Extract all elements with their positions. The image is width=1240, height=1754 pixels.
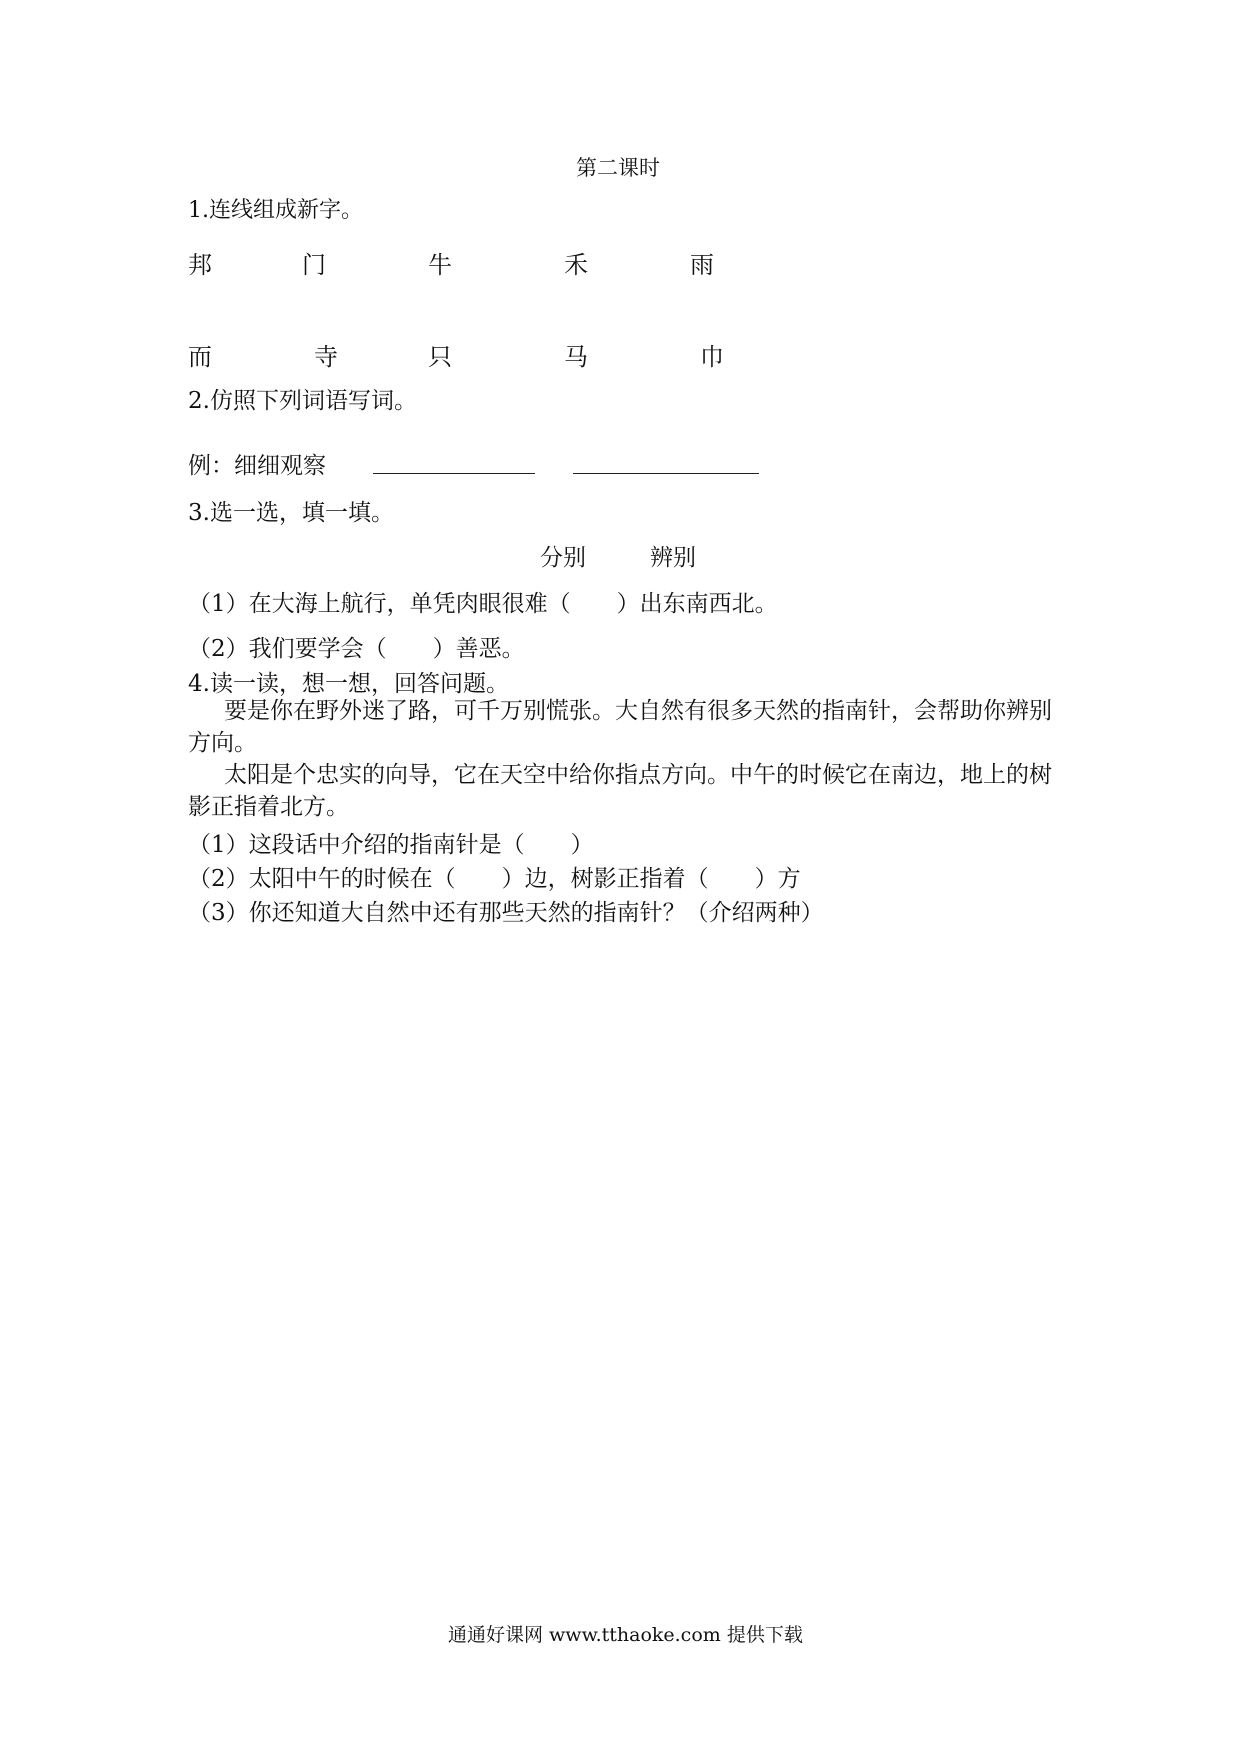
page-title: 第二课时 <box>576 156 660 180</box>
q3-item-1: （1）在大海上航行，单凭肉眼很难（ ）出东南西北。 <box>188 591 778 617</box>
char-bang: 邦 <box>188 251 212 279</box>
q2-example <box>188 447 326 480</box>
char-ma: 马 <box>564 343 588 371</box>
example-word: 例：细细观察 <box>188 453 326 479</box>
q4-item-1: （1）这段话中介绍的指南针是（ ） <box>188 832 594 858</box>
char-zhi: 只 <box>428 343 452 371</box>
char-si: 寺 <box>314 343 338 371</box>
char-niu: 牛 <box>428 251 452 279</box>
char-er: 而 <box>188 343 212 371</box>
char-he: 禾 <box>564 251 588 279</box>
q4-paragraph-2: 太阳是个忠实的向导，它在天空中给你指点方向。中午的时候它在南边，地上的树影正指着北方。 <box>188 762 1052 820</box>
answer-blank-1[interactable] <box>373 453 535 474</box>
option-bianbie: 辨别 <box>650 545 696 571</box>
option-fenbie: 分别 <box>540 545 586 571</box>
q4-paragraph-1: 要是你在野外迷了路，可千万别慌张。大自然有很多天然的指南针，会帮助你辨别方向。 <box>188 698 1052 756</box>
char-men: 门 <box>302 251 326 279</box>
q1-heading: 1.连线组成新字。 <box>188 198 363 223</box>
q4-item-3: （3）你还知道大自然中还有那些天然的指南针？（介绍两种） <box>188 900 824 926</box>
q2-heading: 2.仿照下列词语写词。 <box>188 388 417 414</box>
q3-heading: 3.选一选，填一填。 <box>188 500 394 526</box>
q3-item-2: （2）我们要学会（ ）善恶。 <box>188 636 525 662</box>
char-jin: 巾 <box>700 343 724 371</box>
page-footer: 通通好课网 www.tthaoke.com 提供下载 <box>448 1624 803 1646</box>
q4-item-2: （2）太阳中午的时候在（ ）边，树影正指着（ ）方 <box>188 866 801 892</box>
answer-blank-2[interactable] <box>573 453 759 474</box>
char-yu: 雨 <box>690 251 714 279</box>
q4-heading: 4.读一读，想一想，回答问题。 <box>188 671 509 697</box>
